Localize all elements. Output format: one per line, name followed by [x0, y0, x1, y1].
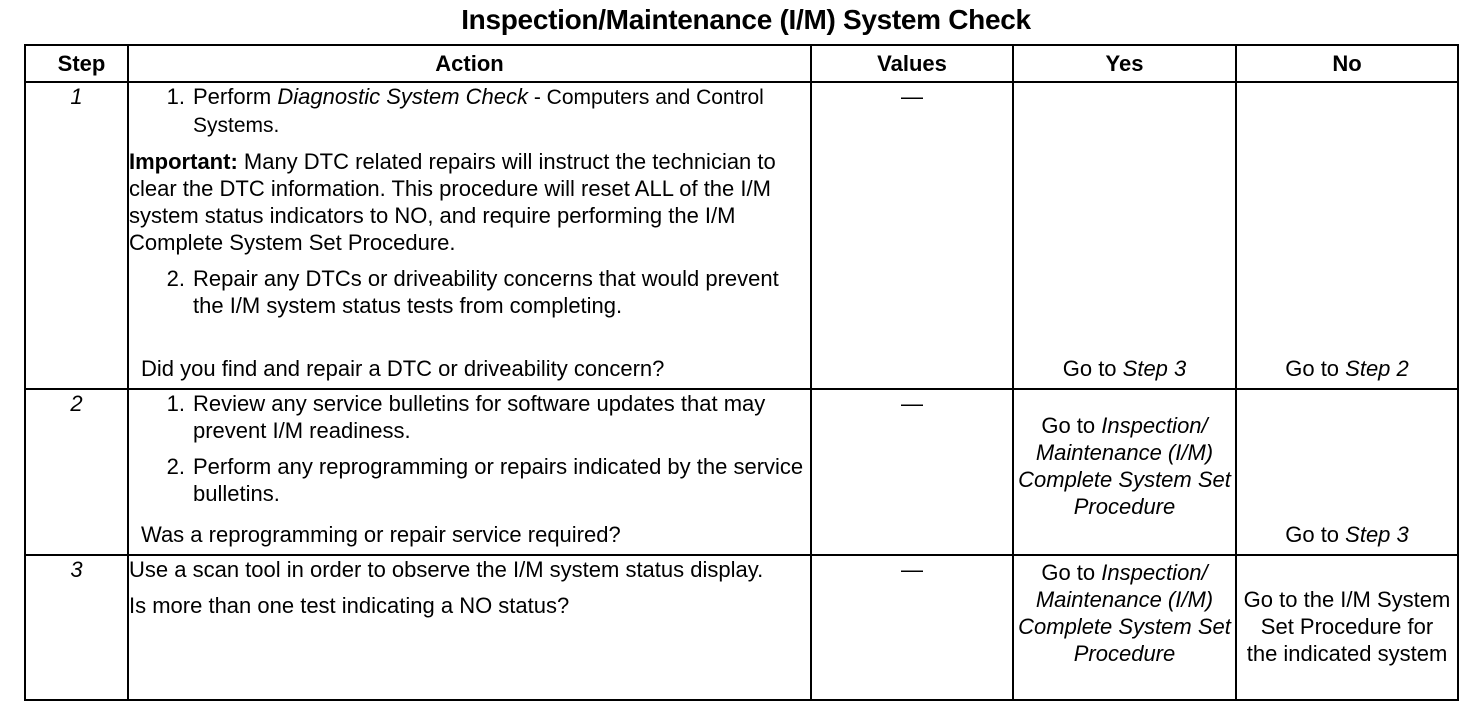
header-no: No [1236, 45, 1458, 82]
values-cell: — [811, 389, 1013, 555]
header-step: Step [25, 45, 128, 82]
step-2-link[interactable]: Step 2 [1345, 356, 1409, 381]
item-number: 1. [166, 391, 185, 416]
system-check-table [24, 44, 1459, 701]
action-cell [128, 555, 811, 700]
action-text: Perform any reprogramming or repairs indicated by the service bulletins. [193, 454, 804, 506]
header-row [25, 45, 1458, 82]
yes-goto: Go to Inspection/ Maintenance (I/M) Complete System Set Procedure [1018, 560, 1231, 666]
step-number: 3 [25, 555, 128, 700]
action-cell [128, 82, 811, 389]
question-text: Did you find and repair a DTC or driveability concern? [141, 356, 665, 381]
action-text: Repair any DTCs or driveability concerns that would prevent the I/M system status tests from completing. [193, 266, 779, 318]
yes-goto: Go to Inspection/ Maintenance (I/M) Complete System Set Procedure [1018, 413, 1231, 519]
question-text: Was a reprogramming or repair service required? [141, 522, 621, 547]
values-cell: — [811, 555, 1013, 700]
important-text: Many DTC related repairs will instruct the technician to clear the DTC information. This procedure will reset ALL of the I/M system status indicators to NO, and require performing the I/M Complete System Set Procedure. [129, 149, 776, 255]
item-number: 2. [166, 266, 185, 291]
item-number: 1. [166, 84, 185, 109]
question-text: Is more than one test indicating a NO status? [129, 593, 570, 618]
step-3-link[interactable]: Step 3 [1345, 522, 1409, 547]
action-item [129, 453, 810, 507]
yes-cell [1013, 389, 1236, 555]
table-row-step-2 [25, 389, 1458, 555]
yes-cell [1013, 82, 1236, 389]
action-text: Perform [193, 84, 278, 109]
no-cell [1236, 389, 1458, 555]
item-number: 2. [166, 454, 185, 479]
table-row-step-1 [25, 82, 1458, 389]
no-goto: Go to Step 3 [1285, 522, 1409, 547]
yes-goto: Go to Step 3 [1062, 356, 1187, 381]
yes-cell [1013, 555, 1236, 700]
step-number: 2 [25, 389, 128, 555]
step-3-link[interactable]: Step 3 [1122, 356, 1187, 381]
action-item [129, 390, 810, 444]
step-number: 1 [25, 82, 128, 389]
no-cell [1236, 555, 1458, 700]
important-note [129, 148, 810, 256]
diagnostic-system-check-link[interactable]: Diagnostic System Check [277, 84, 529, 109]
document-title: Inspection/Maintenance (I/M) System Check [461, 4, 1031, 35]
header-yes: Yes [1013, 45, 1236, 82]
complete-system-set-procedure-link[interactable]: Inspection/ Maintenance (I/M) Complete System Set Procedure [1018, 413, 1231, 519]
header-values: Values [811, 45, 1013, 82]
action-text: Use a scan tool in order to observe the I/M system status display. [129, 557, 764, 582]
no-goto: Go to Step 2 [1285, 356, 1409, 381]
values-cell: — [811, 82, 1013, 389]
header-action: Action [128, 45, 811, 82]
complete-system-set-procedure-link[interactable]: Inspection/ Maintenance (I/M) Complete System Set Procedure [1018, 560, 1231, 666]
action-text: - Computers and Control Systems. [193, 86, 764, 137]
action-item [129, 265, 810, 319]
action-cell [128, 389, 811, 555]
action-item [129, 83, 810, 139]
action-text: Review any service bulletins for software updates that may prevent I/M readiness. [193, 391, 766, 443]
important-label: Important: [129, 149, 238, 174]
table-row-step-3 [25, 555, 1458, 700]
no-cell [1236, 82, 1458, 389]
no-goto[interactable]: Go to the I/M System Set Procedure for the indicated system [1243, 587, 1451, 666]
